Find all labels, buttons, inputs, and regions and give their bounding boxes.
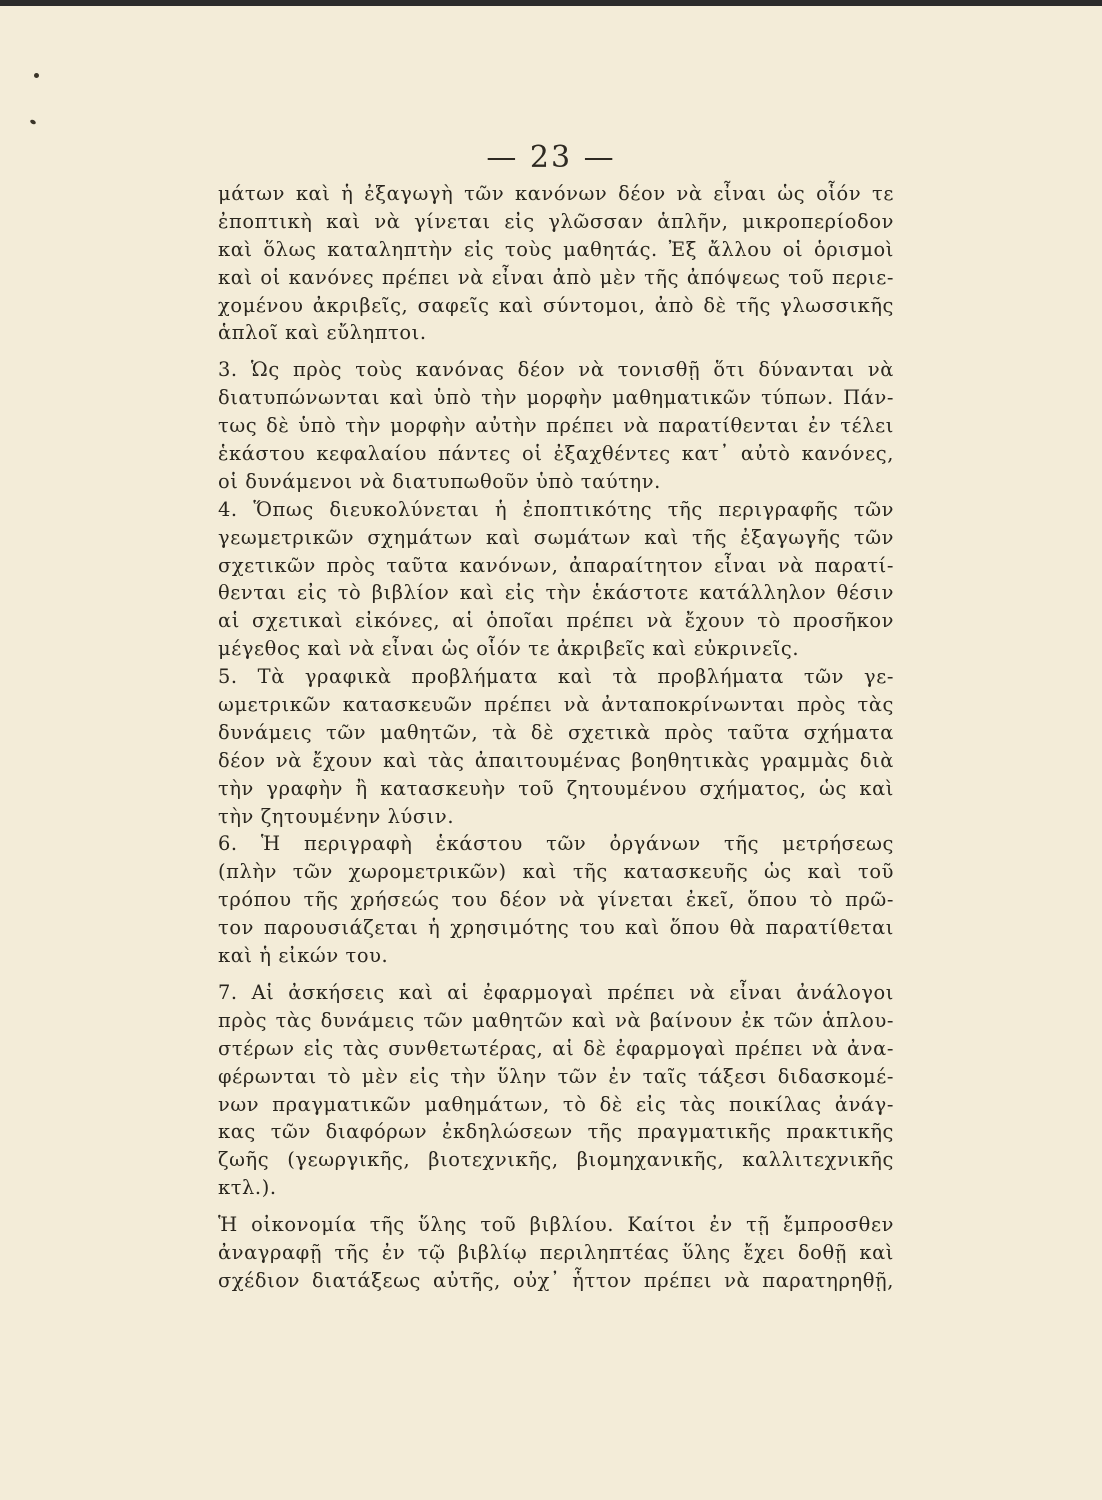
body-text (218, 180, 894, 1295)
text-line: μέγεθος καὶ νὰ εἶναι ὡς οἷόν τε ἀκριβεῖς καὶ εὐκρινεῖς. (218, 637, 800, 661)
text-line: ἑκάστου κεφαλαίου πάντες οἱ ἐξαχθέντες κατ᾿ αὐτὸ κανόνες, (218, 442, 894, 466)
text-line: νων πραγματικῶν μαθημάτων, τὸ δὲ εἰς τὰς ποικίλας ἀνάγ- (218, 1092, 894, 1116)
text-line: ἁπλοῖ καὶ εὔληπτοι. (218, 321, 427, 345)
text-line: 4. Ὅπως διευκολύνεται ἡ ἐποπτικότης τῆς περιγραφῆς τῶν (218, 497, 894, 521)
text-line: 6. Ἡ περιγραφὴ ἑκάστου τῶν ὀργάνων τῆς μετρήσεως (218, 832, 894, 856)
text-line: αἱ σχετικαὶ εἰκόνες, αἱ ὁποῖαι πρέπει νὰ ἔχουν τὸ προσῆκον (218, 609, 894, 633)
text-line: 5. Τὰ γραφικὰ προβλήματα καὶ τὰ προβλήματα τῶν γε- (218, 665, 894, 689)
text-line: πρὸς τὰς δυνάμεις τῶν μαθητῶν καὶ νὰ βαίνουν ἐκ τῶν ἁπλου- (218, 1008, 894, 1032)
text-line: τρόπου τῆς χρήσεώς του δέον νὰ γίνεται ἐκεῖ, ὅπου τὸ πρῶ- (218, 888, 894, 912)
text-line: φέρωνται τὸ μὲν εἰς τὴν ὕλην τῶν ἐν ταῖς τάξεσι διδασκομέ- (218, 1064, 894, 1088)
text-line: διατυπώνωνται καὶ ὑπὸ τὴν μορφὴν μαθηματικῶν τύπων. Πάν- (218, 386, 894, 410)
text-line: ἐποπτικὴ καὶ νὰ γίνεται εἰς γλῶσσαν ἁπλῆν, μικροπερίοδον (218, 209, 894, 233)
paragraph-gap (218, 347, 894, 356)
page-number: — 23 — (486, 140, 616, 175)
paragraph-gap (218, 1202, 894, 1211)
text-line: 3. Ὡς πρὸς τοὺς κανόνας δέον νὰ τονισθῇ ὅτι δύνανται νὰ (218, 358, 894, 382)
text-line: καὶ οἱ κανόνες πρέπει νὰ εἶναι ἀπὸ μὲν τῆς ἀπόψεως τοῦ περιε- (218, 265, 894, 289)
text-line: (πλὴν τῶν χωρομετρικῶν) καὶ τῆς κατασκευῆς ὡς καὶ τοῦ (218, 860, 894, 884)
text-line: τὴν γραφὴν ἢ κατασκευὴν τοῦ ζητουμένου σχήματος, ὡς καὶ (218, 776, 894, 800)
text-line: Ἡ οἰκονομία τῆς ὕλης τοῦ βιβλίου. Καίτοι ἐν τῇ ἔμπροσθεν (218, 1213, 894, 1237)
text-line: στέρων εἰς τὰς συνθετωτέρας, αἱ δὲ ἐφαρμογαὶ πρέπει νὰ ἀνα- (218, 1036, 894, 1060)
text-line: δέον νὰ ἔχουν καὶ τὰς ἀπαιτουμένας βοηθητικὰς γραμμὰς διὰ (218, 748, 894, 772)
text-line: ζωῆς (γεωργικῆς, βιοτεχνικῆς, βιομηχανικῆς, καλλιτεχνικῆς (218, 1148, 894, 1172)
paragraph-gap (218, 970, 894, 979)
ink-speck (34, 73, 39, 78)
text-line: τον παρουσιάζεται ἡ χρησιμότης του καὶ ὅπου θὰ παρατίθεται (218, 916, 894, 940)
text-line: θενται εἰς τὸ βιβλίον καὶ εἰς τὴν ἑκάστοτε κατάλληλον θέσιν (218, 581, 894, 605)
text-line: καὶ ἡ εἰκών του. (218, 944, 389, 968)
text-line: καὶ ὅλως καταληπτὴν εἰς τοὺς μαθητάς. Ἐξ ἄλλου οἱ ὁρισμοὶ (218, 237, 894, 261)
text-line: μάτων καὶ ἡ ἐξαγωγὴ τῶν κανόνων δέον νὰ εἶναι ὡς οἷόν τε (218, 182, 894, 205)
text-line: ἀναγραφῇ τῆς ἐν τῷ βιβλίῳ περιληπτέας ὕλης ἔχει δοθῇ καὶ (218, 1240, 894, 1264)
text-line: ωμετρικῶν κατασκευῶν πρέπει νὰ ἀνταποκρίνωνται πρὸς τὰς (218, 693, 894, 717)
text-line: κτλ.). (218, 1176, 277, 1200)
text-line: σχέδιον διατάξεως αὐτῆς, οὐχ᾿ ἧττον πρέπει νὰ παρατηρηθῇ, (218, 1268, 894, 1292)
text-line: 7. Αἱ ἀσκήσεις καὶ αἱ ἐφαρμογαὶ πρέπει νὰ εἶναι ἀνάλογοι (218, 980, 894, 1004)
text-line: τὴν ζητουμένην λύσιν. (218, 804, 455, 828)
text-line: γεωμετρικῶν σχημάτων καὶ σωμάτων καὶ τῆς ἐξαγωγῆς τῶν (218, 525, 894, 549)
text-line: κας τῶν διαφόρων ἐκδηλώσεων τῆς πραγματικῆς πρακτικῆς (218, 1120, 894, 1144)
text-line: δυνάμεις τῶν μαθητῶν, τὰ δὲ σχετικὰ πρὸς ταῦτα σχήματα (218, 720, 894, 744)
ink-speck (29, 119, 36, 125)
text-line: χομένου ἀκριβεῖς, σαφεῖς καὶ σύντομοι, ἀπὸ δὲ τῆς γλωσσικῆς (218, 293, 894, 317)
text-line: σχετικῶν πρὸς ταῦτα κανόνων, ἀπαραίτητον εἶναι νὰ παρατί- (218, 553, 894, 577)
text-line: οἱ δυνάμενοι νὰ διατυπωθοῦν ὑπὸ ταύτην. (218, 469, 661, 493)
text-line: τως δὲ ὑπὸ τὴν μορφὴν αὐτὴν πρέπει νὰ παρατίθενται ἐν τέλει (218, 414, 894, 438)
page-top-edge (0, 0, 1102, 6)
